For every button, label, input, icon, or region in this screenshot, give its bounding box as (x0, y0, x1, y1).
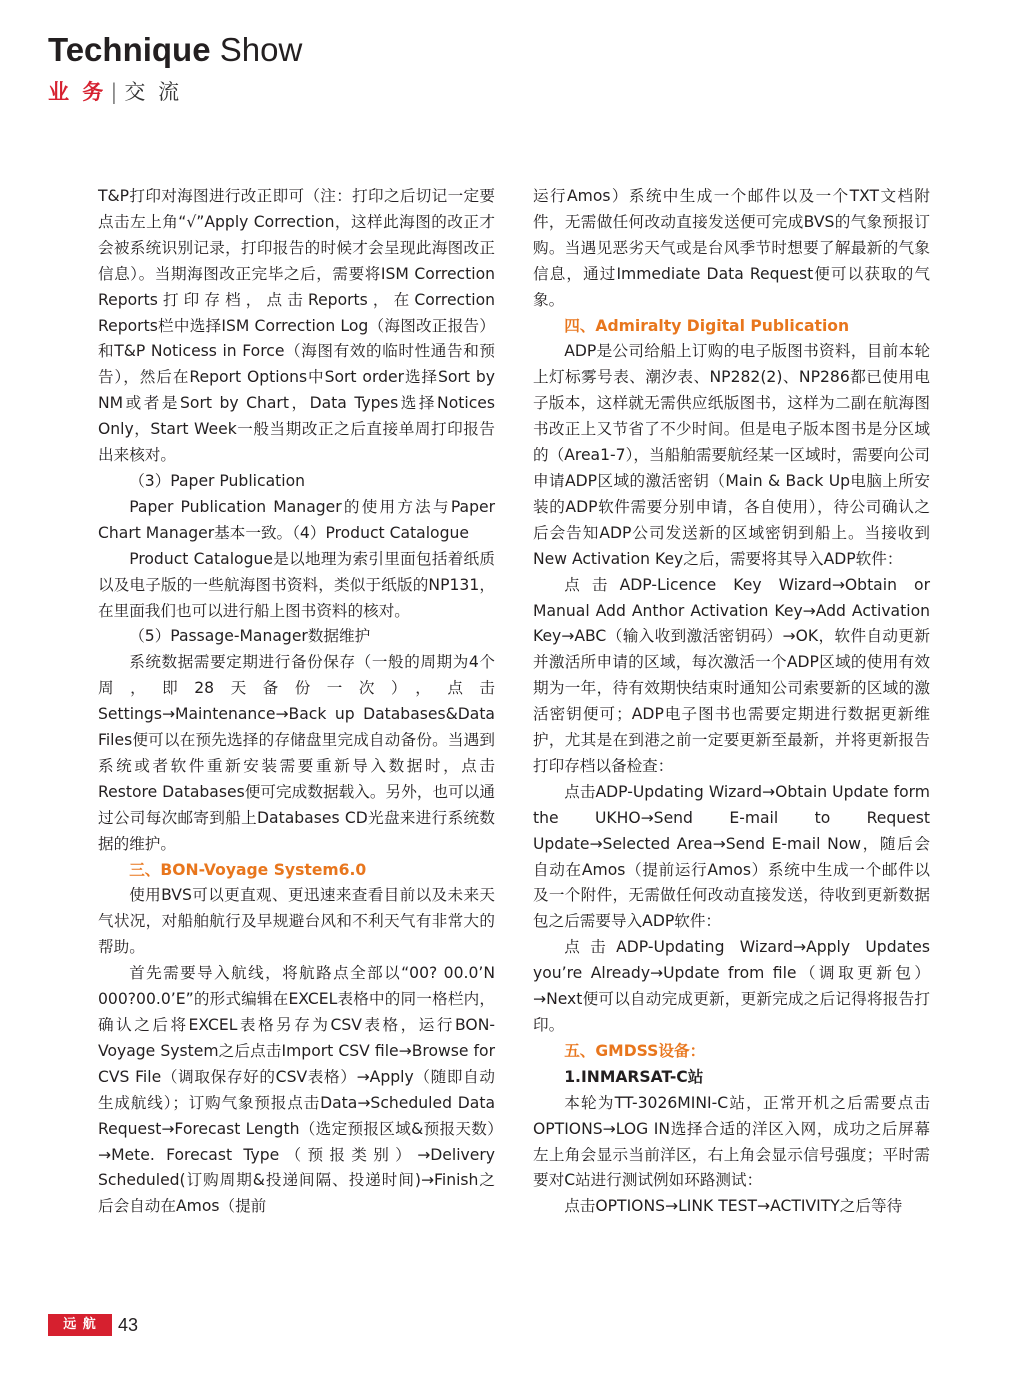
paragraph: （3）Paper Publication (129, 471, 305, 490)
paragraph: 首先需要导入航线，将航路点全部以“00? 00.0’N 000?00.0’E”的形式编辑在EXCEL表格中的同一格栏内，确认之后将EXCEL表格另存为CSV表格，运行BON-Voyage System之后点击Import CSV file→Browse for CVS File（调取保存好的CSV表格）→Apply（随即自动生成航线）；订购气象预报点击Data→Scheduled Data Request→Forecast Length（选定预报区域&预报天数）→Mete. Forecast Type（预报类别）→Delivery Scheduled(订购周期&投递间隔、投递时间)→Finish之后会自动在Amos（提前 (98, 964, 495, 1216)
paragraph: （5）Passage-Manager数据维护 (129, 627, 371, 646)
section-heading: 五、GMDSS设备： (564, 1041, 706, 1060)
paragraph: T&P打印对海图进行改正即可（注：打印之后切记一定要点击左上角“√”Apply Correction，这样此海图的改正才会被系统识别记录，打印报告的时候才会呈现此海图改正信息）。当期海图改正完毕之后，需要将ISM Correction Reports打印存档，点击Reports，在Correction Reports栏中选择ISM Correction Log（海图改正报告）和T&P Noticess in Force（海图有效的临时性通告和预告），然后在Report Options中Sort order选择Sort by NM或者是Sort by Chart，Data Types选择Notices Only，Start Week一般当期改正之后直接单周打印报告出来核对。 (98, 187, 495, 465)
subsection-heading: 1.INMARSAT-C站 (564, 1067, 704, 1086)
section-red-text: 业 务 (48, 80, 107, 104)
paragraph: 本轮为TT-3026MINI-C站，正常开机之后需要点击OPTIONS→LOG IN选择合适的洋区入网，成功之后屏幕左上角会显示当前洋区，右上角会显示信号强度；平时需要对C站进行测试例如环路测试： (533, 1093, 930, 1190)
paragraph: 点击ADP-Licence Key Wizard→Obtain or Manual Add Anthor Activation Key→Add Activation Key→ABC（输入收到激活密钥码）→OK，软件自动更新并激活所申请的区域，每次激活一个ADP区域的使用有效期为一年，待有效期快结束时通知公司索要新的区域的激活密钥便可；ADP电子图书也需要定期进行数据更新维护，尤其是在到港之前一定要更新至最新，并将更新报告打印存档以备检查： (533, 575, 930, 775)
paragraph: 运行Amos）系统中生成一个邮件以及一个TXT文档附件，无需做任何改动直接发送便可完成BVS的气象预报订购。当遇见恶劣天气或是台风季节时想要了解最新的气象信息，通过Immediate Data Request便可以获取的气象。 (533, 187, 930, 309)
article-column-left (98, 184, 495, 1220)
brand-light-text: Show (210, 31, 303, 68)
paragraph: ADP是公司给船上订购的电子版图书资料，目前本轮上灯标雾号表、潮汐表、NP282(2)、NP286都已使用电子版本，这样就无需供应纸版图书，这样为二副在航海图书改正上又节省了不少时间。但是电子版本图书是分区域的（Area1-7），当船舶需要航经某一区域时，需要向公司申请ADP区域的激活密钥（Main & Back Up电脑上所安装的ADP软件需要分别申请，各自使用），待公司确认之后会告知ADP公司发送新的区域密钥到船上。当接收到New Activation Key之后，需要将其导入ADP软件： (533, 342, 930, 568)
paragraph: 点击ADP-Updating Wizard→Apply Updates you’re Already→Update from file（调取更新包）→Next便可以自动完成更新，更新完成之后记得将报告打印。 (533, 938, 930, 1034)
paragraph: 使用BVS可以更直观、更迅速来查看目前以及未来天气状况，对船舶航行及早规避台风和不利天气有非常大的帮助。 (98, 886, 495, 957)
section-label (48, 78, 182, 106)
brand-bold-text: Technique (48, 31, 211, 68)
magazine-brand (48, 30, 302, 70)
paragraph: 系统数据需要定期进行备份保存（一般的周期为4个周，即28天备份一次），点击Settings→Maintenance→Back up Databases&Data Files便可以在预先选择的存储盘里完成自动备份。当遇到系统或者软件重新安装需要重新导入数据时，点击Restore Databases便可完成数据载入。另外，也可以通过公司每次邮寄到船上Databases CD光盘来进行系统数据的维护。 (98, 653, 495, 853)
section-heading: 三、BON-Voyage System6.0 (129, 860, 367, 879)
paragraph: Paper Publication Manager的使用方法与Paper Chart Manager基本一致。（4）Product Catalogue (98, 497, 495, 542)
page-number: 43 (118, 1315, 139, 1335)
paragraph: 点击OPTIONS→LINK TEST→ACTIVITY之后等待 (564, 1197, 903, 1216)
section-separator: | (110, 80, 121, 104)
article-column-right (533, 184, 930, 1220)
paragraph: 点击ADP-Updating Wizard→Obtain Update form the UKHO→Send E-mail to Request Update→Selected Area→Send E-mail Now，随后会自动在Amos（提前运行Amos）系统中生成一个邮件以及一个附件，无需做任何改动直接发送，待收到更新数据包之后需要导入ADP软件： (533, 782, 930, 931)
section-grey-text: 交 流 (124, 80, 183, 104)
section-heading: 四、Admiralty Digital Publication (564, 316, 850, 335)
paragraph: Product Catalogue是以地理为索引里面包括着纸质以及电子版的一些航海图书资料，类似于纸版的NP131，在里面我们也可以进行船上图书资料的核对。 (98, 549, 495, 620)
magazine-name-badge: 远 航 (48, 1314, 112, 1336)
